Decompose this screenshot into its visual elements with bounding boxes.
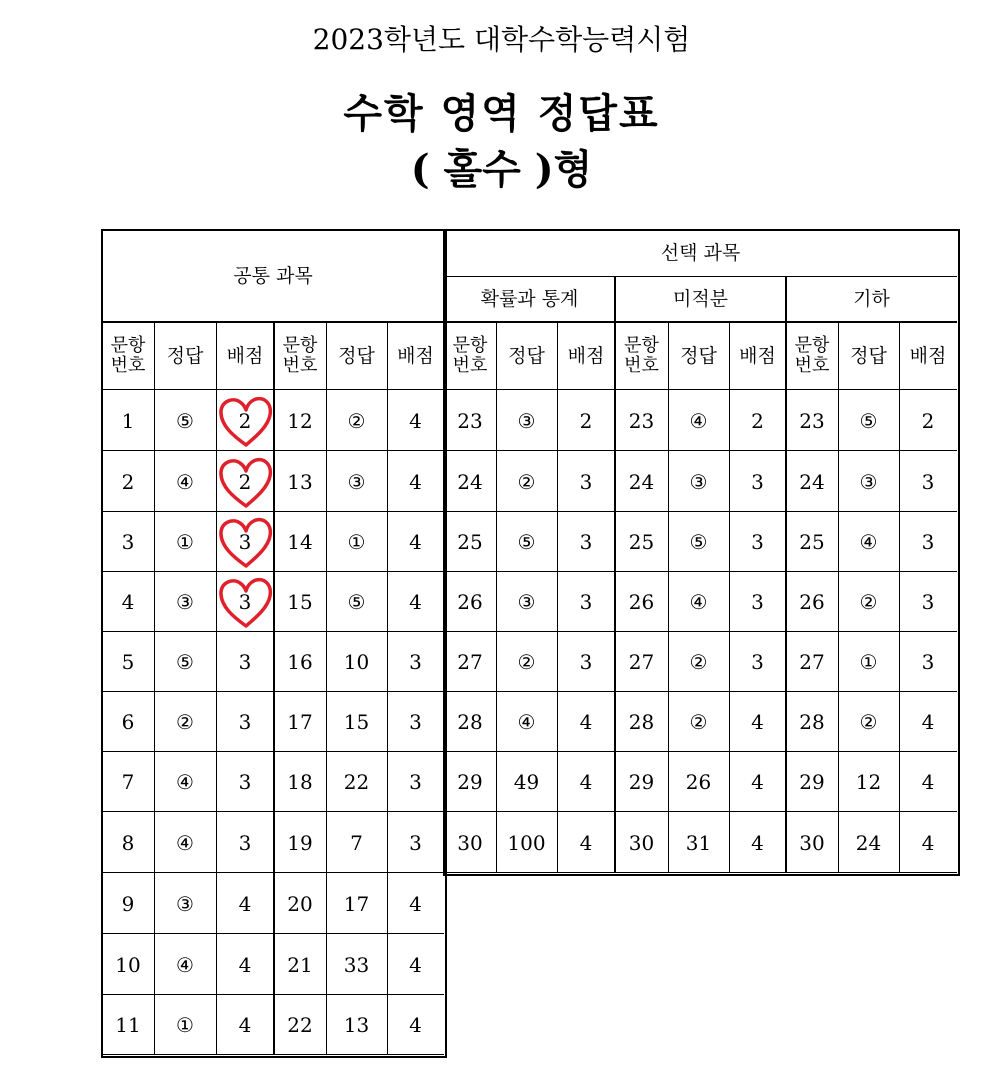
elective-score-cell: 3: [751, 590, 764, 614]
elective-score-cell: 2: [921, 408, 935, 433]
elective-answer-cell: ②: [689, 650, 708, 674]
elective-score-cell: 4: [579, 710, 593, 734]
elective-score-cell: 4: [751, 770, 764, 794]
elective-question-number-cell: 27: [799, 650, 825, 674]
elective-question-number-cell: 25: [799, 530, 825, 554]
common-score-cell: 3: [238, 710, 252, 734]
common-question-number-cell: 5: [121, 650, 135, 674]
page-title: 수학 영역 정답표: [343, 90, 660, 137]
elective-col-label: 배점: [739, 345, 776, 367]
elective-col-label: 정답: [680, 345, 717, 367]
elective-question-number-cell: 30: [799, 830, 825, 855]
elective-question-number-cell: 23: [799, 408, 825, 433]
elective-score-cell: 4: [751, 710, 764, 734]
common-score-cell: 4: [409, 408, 422, 433]
elective-score-cell: 3: [579, 650, 593, 674]
common-score-cell: 3: [409, 650, 422, 674]
elective-question-number-cell: 26: [799, 590, 825, 614]
common-question-number-cell: 1: [121, 408, 135, 433]
elective-answer-cell: ①: [859, 650, 878, 674]
elective-answer-cell: ②: [517, 469, 536, 494]
common-question-number-cell: 21: [287, 952, 313, 977]
elective-question-number-cell: 28: [799, 710, 825, 734]
elective-answer-cell: ⑤: [517, 530, 536, 554]
elective-score-cell: 3: [579, 590, 593, 614]
elective-score-cell: 4: [921, 710, 935, 734]
elective-answer-cell: ③: [689, 469, 708, 494]
elective-question-number-cell: 27: [457, 650, 483, 674]
common-question-number-cell: 6: [121, 710, 135, 734]
elective-question-number-cell: 26: [457, 590, 483, 614]
common-answer-cell: ②: [347, 408, 366, 433]
common-question-number-cell: 3: [121, 530, 135, 554]
common-answer-cell: ①: [176, 1013, 194, 1037]
elective-answer-cell: 26: [685, 770, 712, 794]
elective-answer-cell: 31: [685, 830, 712, 855]
common-score-cell: 3: [238, 650, 252, 674]
elective-answer-cell: ⑤: [859, 408, 878, 433]
common-score-cell: 4: [409, 590, 422, 614]
common-question-number-cell: 20: [287, 891, 313, 916]
elective-answer-cell: ②: [689, 710, 708, 734]
elective-question-number-cell: 30: [628, 830, 655, 855]
common-score-cell: 4: [409, 530, 422, 554]
common-question-number-cell: 14: [287, 530, 313, 554]
common-answer-cell: ④: [176, 952, 194, 977]
elective-score-cell: 4: [579, 830, 593, 855]
elective-answer-cell: ②: [859, 590, 878, 614]
common-score-cell: 3: [409, 710, 422, 734]
common-score-cell: 4: [409, 469, 422, 494]
elective-subject-name: 미적분: [672, 288, 729, 310]
elective-answer-cell: 100: [507, 830, 546, 855]
elective-score-cell: 2: [751, 408, 764, 433]
elective-score-cell: 3: [921, 650, 935, 674]
common-question-number-cell: 12: [287, 408, 313, 433]
elective-question-number-cell: 24: [799, 469, 825, 494]
elective-answer-cell: 24: [855, 830, 882, 855]
elective-score-cell: 3: [751, 530, 764, 554]
common-score-cell: 4: [409, 952, 422, 977]
common-question-number-cell: 22: [287, 1013, 313, 1037]
elective-score-cell: 3: [751, 469, 764, 494]
elective-score-cell: 3: [751, 650, 764, 674]
elective-answer-cell: ④: [859, 530, 878, 554]
elective-answer-cell: ③: [517, 590, 536, 614]
common-answer-cell: ④: [176, 830, 194, 855]
common-question-number-cell: 8: [121, 830, 135, 855]
elective-score-cell: 4: [921, 770, 935, 794]
elective-question-number-cell: 28: [457, 710, 483, 734]
elective-score-cell: 4: [921, 830, 935, 855]
common-col-label: 배점: [226, 345, 264, 367]
common-col-label: 정답: [338, 345, 375, 367]
common-col-label: 문항 번호: [282, 335, 318, 376]
elective-score-cell: 3: [579, 469, 593, 494]
common-answer-cell: ③: [176, 590, 194, 614]
elective-answer-cell: 12: [855, 770, 882, 794]
common-score-cell: 4: [409, 891, 422, 916]
elective-question-number-cell: 28: [628, 710, 655, 734]
common-answer-cell: 15: [343, 710, 370, 734]
common-question-number-cell: 7: [121, 770, 135, 794]
common-subject-title: 공통 과목: [233, 265, 313, 287]
common-score-cell: 3: [409, 830, 422, 855]
common-answer-cell: 7: [350, 830, 363, 855]
common-score-cell: 4: [409, 1013, 422, 1037]
elective-question-number-cell: 27: [628, 650, 655, 674]
elective-score-cell: 3: [921, 530, 935, 554]
elective-col-label: 정답: [850, 345, 887, 367]
common-col-label: 배점: [397, 345, 434, 367]
elective-col-label: 정답: [508, 345, 545, 367]
elective-answer-cell: ③: [859, 469, 878, 494]
common-question-number-cell: 13: [287, 469, 313, 494]
common-question-number-cell: 2: [121, 469, 135, 494]
elective-question-number-cell: 30: [457, 830, 483, 855]
common-answer-cell: ④: [176, 469, 194, 494]
elective-question-number-cell: 29: [457, 770, 483, 794]
elective-question-number-cell: 23: [457, 408, 483, 433]
common-answer-cell: ⑤: [176, 650, 194, 674]
common-score-cell: 3: [238, 830, 252, 855]
elective-answer-cell: ②: [859, 710, 878, 734]
elective-question-number-cell: 29: [799, 770, 825, 794]
common-question-number-cell: 10: [115, 952, 141, 977]
elective-subject-name: 확률과 통계: [480, 288, 579, 310]
exam-type-label: ( 홀수 )형: [410, 146, 593, 193]
exam-supertitle: 2023학년도 대학수학능력시험: [312, 23, 691, 56]
elective-score-cell: 2: [579, 408, 593, 433]
common-answer-cell: ②: [176, 710, 194, 734]
common-question-number-cell: 18: [287, 770, 313, 794]
common-answer-cell: ①: [176, 530, 194, 554]
elective-col-label: 배점: [567, 345, 605, 367]
common-answer-cell: ④: [176, 770, 194, 794]
common-question-number-cell: 4: [121, 590, 135, 614]
elective-answer-cell: ⑤: [689, 530, 708, 554]
elective-question-number-cell: 24: [628, 469, 655, 494]
common-score-cell: 2: [238, 469, 252, 494]
elective-score-cell: 3: [579, 530, 593, 554]
common-answer-cell: ⑤: [347, 590, 366, 614]
common-question-number-cell: 16: [287, 650, 313, 674]
common-answer-cell: 17: [343, 891, 370, 916]
elective-answer-cell: ④: [689, 408, 708, 433]
common-answer-cell: 22: [343, 770, 370, 794]
common-question-number-cell: 19: [287, 830, 313, 855]
common-col-label: 정답: [166, 345, 204, 367]
elective-score-cell: 3: [921, 590, 935, 614]
common-answer-cell: ⑤: [176, 408, 194, 433]
common-col-label: 문항 번호: [110, 335, 146, 376]
elective-question-number-cell: 24: [457, 469, 483, 494]
elective-question-number-cell: 29: [628, 770, 655, 794]
common-answer-cell: 13: [343, 1013, 370, 1037]
elective-col-label: 배점: [909, 345, 947, 367]
common-score-cell: 3: [238, 770, 252, 794]
common-score-cell: 2: [238, 408, 252, 433]
elective-answer-cell: ③: [517, 408, 536, 433]
elective-score-cell: 4: [751, 830, 764, 855]
elective-score-cell: 4: [579, 770, 593, 794]
common-question-number-cell: 11: [115, 1013, 141, 1037]
elective-question-number-cell: 25: [457, 530, 483, 554]
common-answer-cell: 33: [343, 952, 370, 977]
elective-answer-cell: ④: [517, 710, 536, 734]
elective-subject-name: 기하: [853, 288, 890, 310]
elective-score-cell: 3: [921, 469, 935, 494]
elective-col-label: 문항 번호: [624, 335, 659, 376]
common-score-cell: 3: [238, 530, 252, 554]
common-answer-cell: ①: [347, 530, 366, 554]
elective-answer-cell: 49: [513, 770, 540, 794]
elective-subject-title: 선택 과목: [660, 242, 741, 264]
elective-answer-cell: ④: [689, 590, 708, 614]
elective-question-number-cell: 23: [628, 408, 655, 433]
common-score-cell: 3: [409, 770, 422, 794]
elective-col-label: 문항 번호: [452, 335, 488, 376]
common-score-cell: 4: [238, 952, 252, 977]
elective-question-number-cell: 25: [628, 530, 655, 554]
common-answer-cell: 10: [343, 650, 370, 674]
common-question-number-cell: 9: [121, 891, 135, 916]
common-answer-cell: ③: [347, 469, 366, 494]
elective-answer-cell: ②: [517, 650, 536, 674]
elective-col-label: 문항 번호: [794, 335, 830, 376]
common-question-number-cell: 15: [287, 590, 313, 614]
common-score-cell: 3: [238, 590, 252, 614]
common-answer-cell: ③: [176, 891, 194, 916]
elective-question-number-cell: 26: [628, 590, 655, 614]
common-score-cell: 4: [238, 891, 252, 916]
common-score-cell: 4: [238, 1013, 252, 1037]
common-question-number-cell: 17: [287, 710, 313, 734]
